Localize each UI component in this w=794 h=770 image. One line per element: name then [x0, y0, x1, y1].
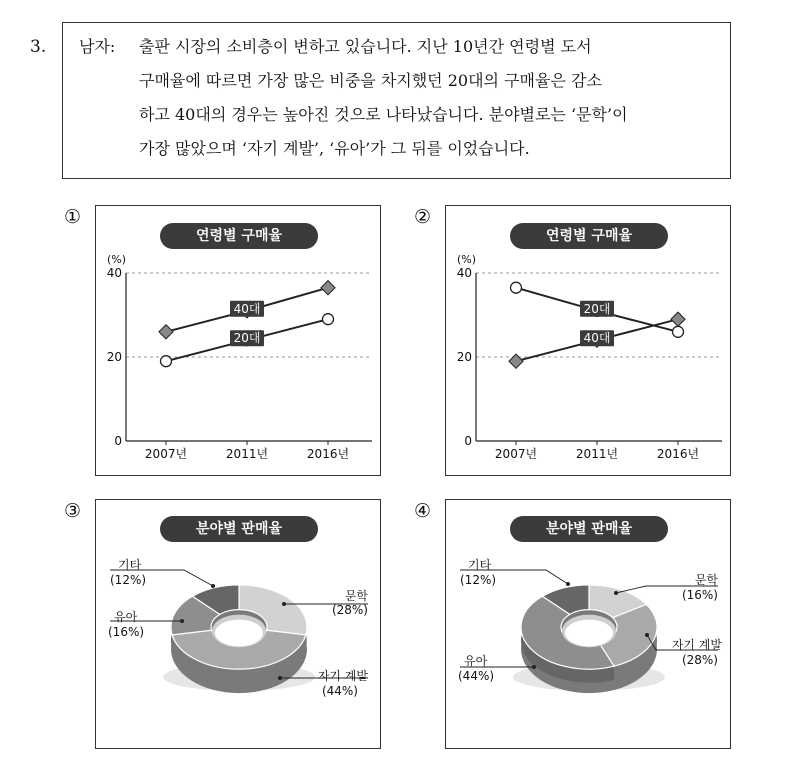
leader-dot [211, 584, 215, 588]
leader-dot [566, 582, 570, 586]
x-tick-label: 2011년 [225, 447, 269, 461]
y-tick-label: 20 [106, 350, 122, 364]
choice-number-1[interactable]: ① [64, 206, 82, 228]
slice-value-other: (12%) [110, 573, 147, 587]
circle-marker [673, 326, 684, 337]
slice-value-literature: (28%) [331, 603, 368, 617]
dialogue-line: 구매율에 따르면 가장 많은 비중을 차지했던 20대의 구매율은 감소 [139, 71, 602, 90]
chart-title: 연령별 구매율 [510, 223, 668, 249]
y-unit-label: (%) [457, 253, 477, 266]
slice-value-other: (12%) [460, 573, 497, 587]
y-tick-label: 0 [114, 434, 122, 448]
y-tick-label: 20 [456, 350, 472, 364]
question-number: 3. [30, 37, 47, 57]
leader-dot [614, 591, 618, 595]
choice-number-2[interactable]: ② [414, 206, 432, 228]
chart-title: 분야별 판매율 [160, 516, 318, 542]
circle-marker [161, 356, 172, 367]
slice-label-other: 기타 [118, 558, 142, 572]
chart-panel-2[interactable] [445, 205, 731, 476]
y-tick-label: 0 [464, 434, 472, 448]
leader-dot [180, 619, 184, 623]
dialogue-line: 하고 40대의 경우는 높아진 것으로 나타났습니다. 분야별로는 ‘문학’이 [139, 105, 628, 124]
dialogue-box [62, 22, 731, 179]
x-tick-label: 2016년 [306, 447, 350, 461]
slice-value-kids: (16%) [108, 625, 145, 639]
y-tick-label: 40 [456, 266, 472, 280]
x-tick-label: 2007년 [144, 447, 188, 461]
diamond-marker [159, 325, 173, 339]
series-label: 20대 [233, 331, 261, 346]
choice-number-3[interactable]: ③ [64, 500, 82, 522]
dialogue-line: 가장 많았으며 ‘자기 계발’, ‘유아’가 그 뒤를 이었습니다. [139, 139, 530, 158]
x-tick-label: 2011년 [575, 447, 619, 461]
speaker-label: 남자: [79, 37, 116, 56]
x-tick-label: 2016년 [656, 447, 700, 461]
chart-panel-3[interactable] [95, 499, 381, 749]
slice-value-literature: (16%) [681, 588, 718, 602]
series-label: 40대 [583, 331, 611, 346]
y-tick-label: 40 [106, 266, 122, 280]
leader-dot [282, 602, 286, 606]
slice-label-kids: 유아 [464, 654, 488, 668]
slice-label-self-development: 자기 계발 [671, 638, 722, 652]
slice-value-self-development: (28%) [681, 653, 718, 667]
donut-hole [215, 620, 263, 647]
slice-label-literature: 문학 [344, 589, 368, 603]
chart-title: 분야별 판매율 [510, 516, 668, 542]
slice-value-kids: (44%) [458, 669, 495, 683]
diamond-marker [671, 312, 685, 326]
y-unit-label: (%) [107, 253, 127, 266]
slice-label-literature: 문학 [694, 573, 718, 587]
diamond-marker [509, 354, 523, 368]
chart-panel-1[interactable] [95, 205, 381, 476]
leader-dot [532, 665, 536, 669]
chart-title: 연령별 구매율 [160, 223, 318, 249]
x-tick-label: 2007년 [494, 447, 538, 461]
slice-value-self-development: (44%) [321, 684, 358, 698]
circle-marker [511, 282, 522, 293]
choice-number-4[interactable]: ④ [414, 500, 432, 522]
diamond-marker [321, 281, 335, 295]
series-label: 40대 [233, 301, 261, 316]
leader-dot [278, 676, 282, 680]
slice-label-kids: 유아 [114, 610, 138, 624]
donut-hole [565, 620, 613, 647]
dialogue-line: 출판 시장의 소비층이 변하고 있습니다. 지난 10년간 연령별 도서 [139, 37, 592, 56]
chart-panel-4[interactable] [445, 499, 731, 749]
series-label: 20대 [583, 301, 611, 316]
circle-marker [323, 314, 334, 325]
slice-label-other: 기타 [468, 558, 492, 572]
slice-label-self-development: 자기 계발 [317, 669, 368, 683]
